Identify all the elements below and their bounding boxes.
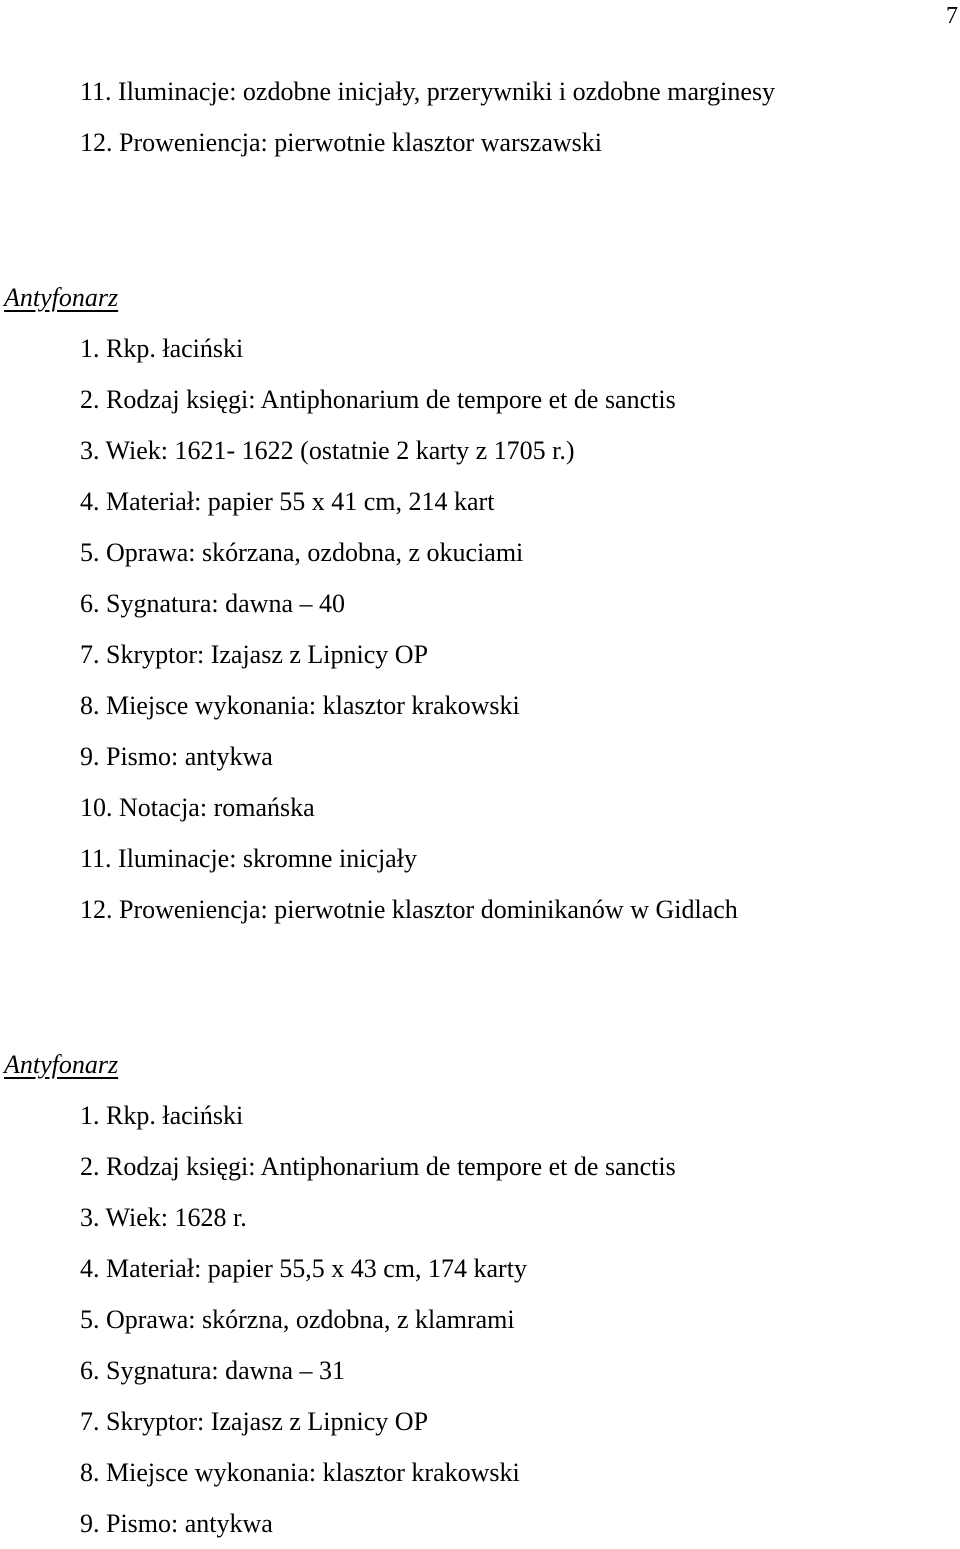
intro-list [0, 66, 960, 168]
list-item: 7. Skryptor: Izajasz z Lipnicy OP [80, 1407, 429, 1436]
section-heading: Antyfonarz [4, 1050, 119, 1079]
list-item: 6. Sygnatura: dawna – 40 [80, 589, 346, 618]
list-item: 2. Rodzaj księgi: Antiphonarium de tempore et de sanctis [80, 385, 676, 414]
list-item: 1. Rkp. łaciński [80, 1101, 244, 1130]
list-item: 11. Iluminacje: ozdobne inicjały, przerywniki i ozdobne marginesy [80, 77, 776, 106]
list-item: 9. Pismo: antykwa [80, 742, 273, 771]
list-item: 1. Rkp. łaciński [80, 334, 244, 363]
list-item: 3. Wiek: 1621- 1622 (ostatnie 2 karty z 1705 r.) [80, 436, 575, 465]
page-number: 7 [946, 3, 958, 29]
list-item: 10. Notacja: romańska [80, 793, 315, 822]
list-item: 7. Skryptor: Izajasz z Lipnicy OP [80, 640, 429, 669]
section-antyfonarz-1 [0, 272, 960, 935]
list-item: 9. Pismo: antykwa [80, 1509, 273, 1538]
list-item: 3. Wiek: 1628 r. [80, 1203, 247, 1232]
list-item: 12. Proweniencja: pierwotnie klasztor warszawski [80, 128, 603, 157]
list-item: 4. Materiał: papier 55 x 41 cm, 214 kart [80, 487, 495, 516]
list-item: 5. Oprawa: skórzana, ozdobna, z okuciami [80, 538, 524, 567]
section-heading: Antyfonarz [4, 283, 119, 312]
list-item: 4. Materiał: papier 55,5 x 43 cm, 174 karty [80, 1254, 527, 1283]
list-item: 8. Miejsce wykonania: klasztor krakowski [80, 691, 520, 720]
list-item: 6. Sygnatura: dawna – 31 [80, 1356, 346, 1385]
list-item: 5. Oprawa: skórzna, ozdobna, z klamrami [80, 1305, 515, 1334]
list-item: 2. Rodzaj księgi: Antiphonarium de tempore et de sanctis [80, 1152, 676, 1181]
list-item: 11. Iluminacje: skromne inicjały [80, 844, 417, 873]
section-antyfonarz-2 [0, 1039, 960, 1549]
list-item: 8. Miejsce wykonania: klasztor krakowski [80, 1458, 520, 1487]
list-item: 12. Proweniencja: pierwotnie klasztor dominikanów w Gidlach [80, 895, 738, 924]
